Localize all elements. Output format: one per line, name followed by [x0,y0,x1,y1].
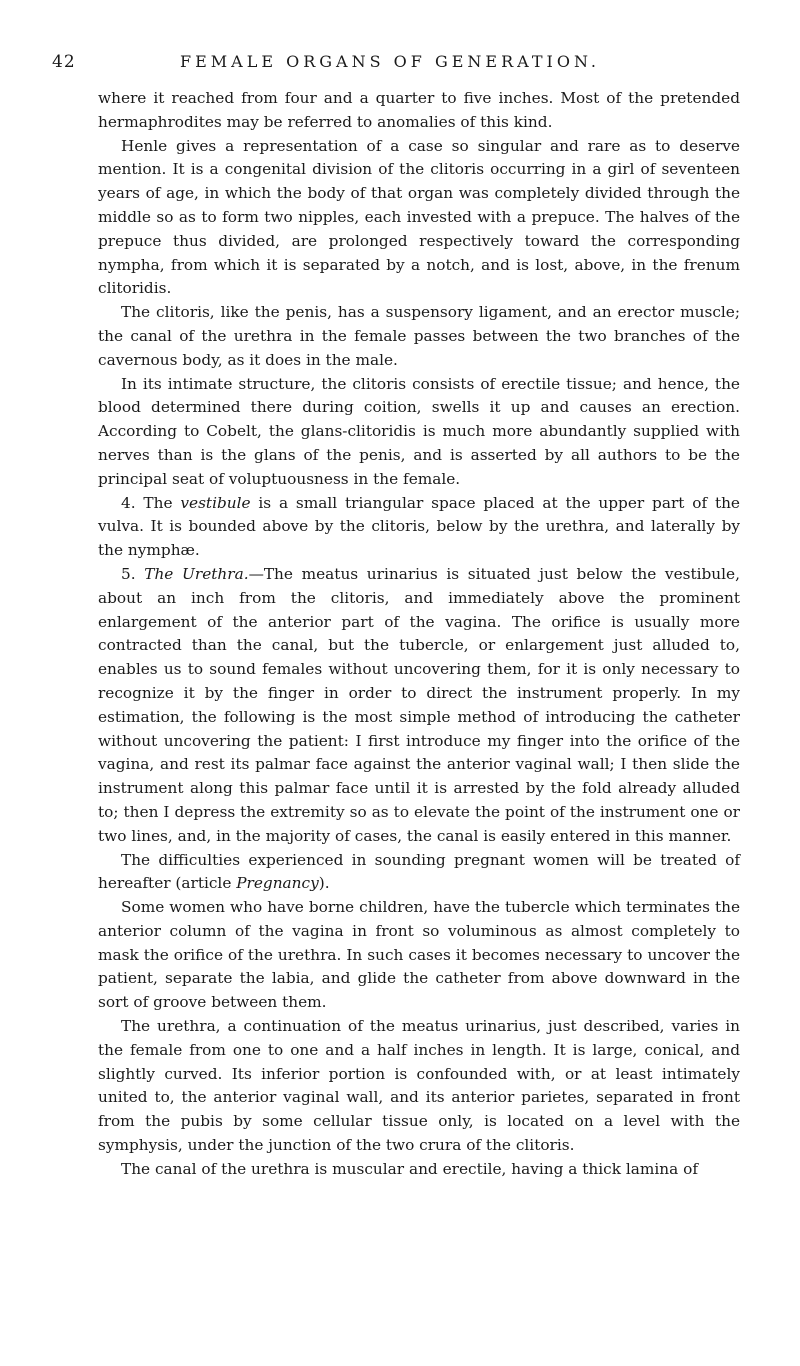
paragraph-prefix: The difficulties experienced in sounding pregnant women will be treated of hereafter (article [98,850,740,893]
paragraph-text: ). [318,874,330,893]
paragraph: Some women who have borne children, have the tubercle which terminates the anterior column of the vagina in front so voluminous as almost completely to mask the orifice of the urethra. In such cases it becomes necessary to uncover the patient, separate the labia, and glide the catheter from above downward in the sort of groove between them. [98,898,740,1012]
running-head: FEMALE ORGANS OF GENERATION. [180,52,600,71]
paragraph: Henle gives a representation of a case so singular and rare as to deserve mention. It is a congenital division of the clitoris occurring in a girl of seventeen years of age, in which the body of that organ was completely divided through the middle so as to form two nipples, each invested with a prepuce. The halves of the prepuce thus divided, are prolonged respectively toward the corresponding nympha, from which it is separated by a notch, and is lost, above, in the frenum clitoridis. [98,136,740,298]
paragraph: In its intimate structure, the clitoris consists of erectile tissue; and hence, the blood determined there during coition, swells it up and causes an erection. According to Cobelt, the glans-clitoridis is much more abundantly supplied with nerves than is the glans of the penis, and is asserted by all authors to be the principal seat of voluptuousness in the female. [98,374,740,488]
paragraph [98,492,740,563]
paragraph-italic-term: Pregnancy [236,874,319,893]
paragraph: The canal of the urethra is muscular and erectile, having a thick lamina of [121,1159,698,1178]
body-text [98,87,740,1182]
paragraph-text: is a small triangular space placed at the upper part of the vulva. It is bounded above by the clitoris, below by the urethra, and laterally by the nymphæ. [98,493,740,560]
paragraph: where it reached from four and a quarter to five inches. Most of the pretended hermaphrodites may be referred to anomalies of this kind. [98,89,740,131]
paragraph: The urethra, a continuation of the meatus urinarius, just described, varies in the female from one to one and a half inches in length. It is large, conical, and slightly curved. Its inferior portion is confounded with, or at least intimately united to, the anterior vaginal wall, and its anterior parietes, separated in front from the pubis by some cellular tissue only, is located on a level with the symphysis, under the junction of the two crura of the clitoris. [98,1017,740,1155]
paragraph-text: —The meatus urinarius is situated just below the vestibule, about an inch from the clitoris, and immediately above the prominent enlargement of the anterior part of the vagina. The orifice is usually more contracted than the canal, but the tubercle, or enlargement just alluded to, enables us to sound females without uncovering them, for it is only necessary to recognize it by the finger in order to direct the instrument properly. In my estimation, the following is the most simple method of introducing the catheter without uncovering the patient: I first introduce my finger into the orifice of the vagina, and rest its palmar face against the anterior vaginal wall; I then slide the instrument along this palmar face until it is arrested by the fold already alluded to; then I depress the extremity so as to elevate the point of the instrument one or two lines, and, in the majority of cases, the canal is easily entered in this manner. [98,564,740,845]
paragraph [98,563,740,849]
paragraph-italic-term: vestibule [180,493,251,512]
paragraph [98,849,740,897]
paragraph-prefix: 5. [121,564,145,583]
paragraph-prefix: 4. The [121,493,181,512]
page-number: 42 [52,52,76,72]
paragraph-italic-term: The Urethra. [144,564,249,583]
paragraph: The clitoris, like the penis, has a suspensory ligament, and an erector muscle; the canal of the urethra in the female passes between the two branches of the cavernous body, as it does in the male. [98,303,740,369]
